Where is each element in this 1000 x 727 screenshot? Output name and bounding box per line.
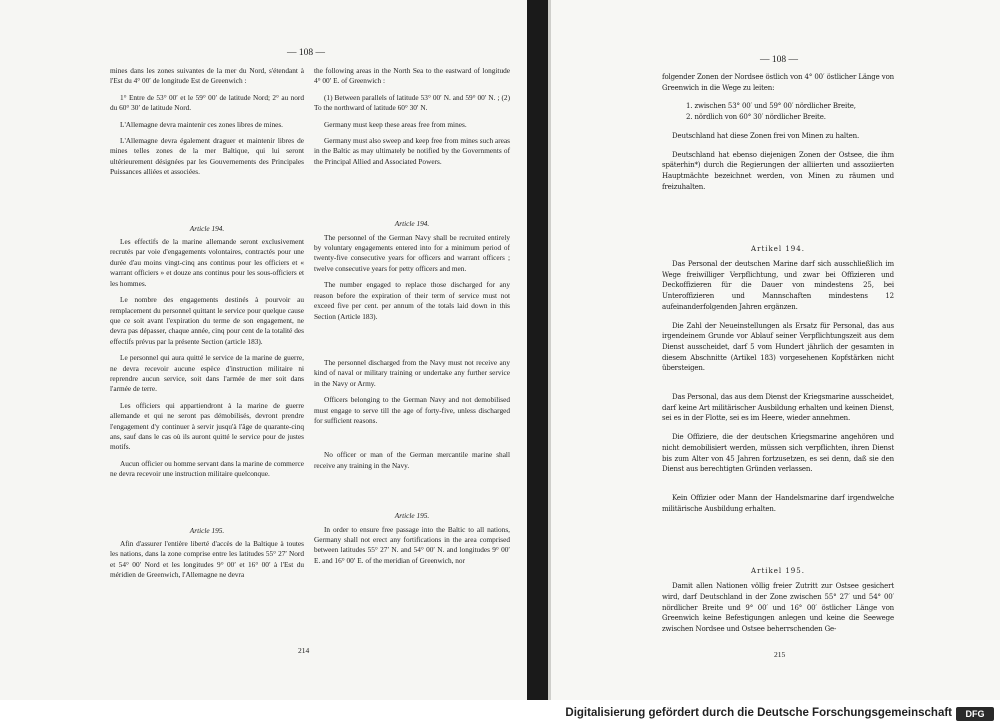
de-zone-list (686, 101, 894, 122)
fr-intro: mines dans les zones suivantes de la mer du Nord, s'étendant à l'Est du 4° 00′ de longitude Est de Greenwich : (110, 66, 304, 86)
de-art194-p3: Das Personal, das aus dem Dienst der Kriegsmarine ausscheidet, darf keine Art militärischer Ausbildung erhalten und keinen Dienst, sei es in der Flotte, sei es im Heere, wieder annehmen. (662, 393, 894, 423)
de-article-194-title: Artikel 194. (751, 245, 805, 254)
right-page-marker: — 108 — (760, 55, 798, 65)
fr-article-194-title: Article 194. (189, 223, 225, 233)
en-art194-p1: The personnel of the German Navy shall be recruited entirely by voluntary engagements entered into for a minimum period of twenty-five consecutive years for officers and warrant officers ; twelve consecutive years for petty officers and men. (314, 232, 510, 273)
book-gutter (527, 0, 548, 700)
fr-art194-p4: Les officiers qui appartiendront à la marine de guerre allemande et qui ne seront pas démobilisés, devront prendre l'engagement d'y continuer à servir jusqu'à l'âge de quarante-cinq ans, sauf dans le cas où ils auront quitté le service pour de justes motifs. (110, 400, 304, 452)
en-p3: Germany must also sweep and keep free from mines such areas in the Baltic as may ultimately be notified by the Governments of the Principal Allied and Associated Powers. (314, 136, 510, 166)
right-page-number: 215 (774, 650, 786, 659)
en-art194-p5: No officer or man of the German mercantile marine shall receive any training in the Navy. (314, 450, 510, 470)
de-art194-p4: Die Offiziere, die der deutschen Kriegsmarine angehören und nicht demobilisiert werden, müssen sich verpflichten, ihren Dienst bis zum Alter von 45 Jahren fortzusetzen, es sei denn, daß sie den Dienst aus berechtigten Gründen verlassen. (662, 433, 894, 474)
de-p3: Deutschland hat ebenso diejenigen Zonen der Ostsee, die ihm späterhin*) durch die Regierungen der alliierten und assoziierten Hauptmächte bezeichnet werden, von Minen zu räumen und freizuhalten. (662, 150, 894, 191)
de-p2: Deutschland hat diese Zonen frei von Minen zu halten. (672, 131, 860, 140)
german-column (662, 72, 894, 643)
en-intro: the following areas in the North Sea to the eastward of longitude 4° 00′ E. of Greenwich : (314, 66, 510, 86)
english-column (314, 66, 510, 572)
fr-art194-p2: Le nombre des engagements destinés à pourvoir au remplacement du personnel quittant le service pour quelque cause que ce soit avant l'expiration du terme de son engagement, ne devra pas dépasser, chaque année, cinq pour cent de la totalité des effectifs prévus par la présente Section (article 183). (110, 295, 304, 346)
de-art194-p2: Die Zahl der Neueinstellungen als Ersatz für Personal, das aus irgendeinem Grunde vor Ablauf seiner Verpflichtungszeit aus dem Dienst ausscheidet, darf 5 vom Hundert jährlich der gesamten in diesem Abschnitte (Artikel 183) vorgesehenen Kopfstärken nicht übersteigen. (662, 321, 894, 373)
left-page-number: 214 (298, 646, 310, 655)
en-zones: (1) Between parallels of latitude 53° 00′ N. and 59° 00′ N. ; (2) To the northward of latitude 60° 30′ N. (314, 92, 510, 113)
de-art194-p1: Das Personal der deutschen Marine darf sich ausschließlich im Wege freiwilliger Verpflichtung, und zwar bei Offizieren und Deckoffizieren für die Dauer von mindestens 25, bei Unteroffizieren und Mannschaften mindestens 12 aufeinanderfolgenden Jahren ergänzen. (662, 260, 894, 311)
fr-art194-p3: Le personnel qui aura quitté le service de la marine de guerre, ne devra recevoir aucune espèce d'instruction militaire ni reprendre aucun service, soit dans l'armée de mer soit dans l'armée de terre. (110, 353, 304, 394)
fr-art194-p5: Aucun officier ou homme servant dans la marine de commerce ne devra recevoir une instruction militaire quelconque. (110, 458, 304, 479)
fr-art195-p1: Afin d'assurer l'entière liberté d'accès de la Baltique à toutes les nations, dans la zone comprise entre les latitudes 55° 27′ Nord et 54° 00′ Nord et les longitudes 9° 00′ et 16° 00′ à l'Est du méridien de Greenwich, l'Allemagne ne devra (110, 539, 304, 580)
de-zone-1: 1. zwischen 53° 00′ und 59° 00′ nördlicher Breite, (686, 102, 856, 111)
fr-p3: L'Allemagne devra également draguer et maintenir libres de mines telles zones de la mer Baltique, qui lui seront ultérieurement désignées par les Gouvernements des Principales Puissances alliées et associées. (110, 136, 304, 177)
fr-p2: L'Allemagne devra maintenir ces zones libres de mines. (120, 119, 284, 129)
de-intro: folgender Zonen der Nordsee östlich von 4° 00′ östlicher Länge von Greenwich in die Wege zu leiten: (662, 73, 894, 92)
page-edge (548, 0, 551, 700)
de-zone-2: 2. nördlich von 60° 30′ nördlicher Breite. (686, 113, 826, 122)
de-article-195-title: Artikel 195. (751, 567, 805, 576)
dfg-logo: DFG (956, 707, 994, 721)
en-p2: Germany must keep these areas free from mines. (324, 119, 467, 129)
en-art194-p4: Officers belonging to the German Navy and not demobilised must engage to serve till the age of forty-five, unless discharged for sufficient reasons. (314, 395, 510, 425)
en-art194-p2: The number engaged to replace those discharged for any reason before the expiration of their term of service must not exceed five per cent. per annum of the totals laid down in this Section (Article 183). (314, 280, 510, 321)
de-art195-p1: Damit allen Nationen völlig freier Zutritt zur Ostsee gesichert wird, darf Deutschland in der Zone zwischen 55° 27′ und 54° 00′ nördlicher Breite und 9° 00′ und 16° 00′ östlicher Länge von Greenwich keine Befestigungen anlegen und keine die Seewege zwischen Nordsee und Ostsee beherrschenden Ge- (662, 582, 894, 633)
french-column (110, 66, 304, 587)
fr-article-195-title: Article 195. (189, 525, 225, 535)
en-article-195-title: Article 195. (394, 511, 430, 521)
en-art195-p1: In order to ensure free passage into the Baltic to all nations, Germany shall not erect any fortifications in the area comprised between latitudes 55° 27′ N. and 54° 00′ N. and longitudes 9° 00′ E. and 16° 00′ E. of the meridian of Greenwich, nor (314, 524, 510, 565)
fr-zones: 1° Entre de 53° 00′ et le 59° 00′ de latitude Nord; 2° au nord du 60° 30′ de latitude Nord. (110, 92, 304, 113)
fr-art194-p1: Les effectifs de la marine allemande seront exclusivement recrutés par voie d'engagements volontaires, contractés pour une durée d'au moins vingt-cinq ans continus pour les officiers et « warrant officiers » et douze ans continus pour les sous-officiers et les hommes. (110, 237, 304, 288)
left-page-marker: — 108 — (287, 48, 325, 58)
funding-credit: Digitalisierung gefördert durch die Deutsche Forschungsgemeinschaft (565, 707, 952, 719)
en-art194-p3: The personnel discharged from the Navy must not receive any kind of naval or military training or undertake any further service in the Navy or Army. (314, 357, 510, 388)
en-article-194-title: Article 194. (394, 219, 430, 229)
de-art194-p5: Kein Offizier oder Mann der Handelsmarine darf irgendwelche militärische Ausbildung erhalten. (662, 493, 894, 513)
